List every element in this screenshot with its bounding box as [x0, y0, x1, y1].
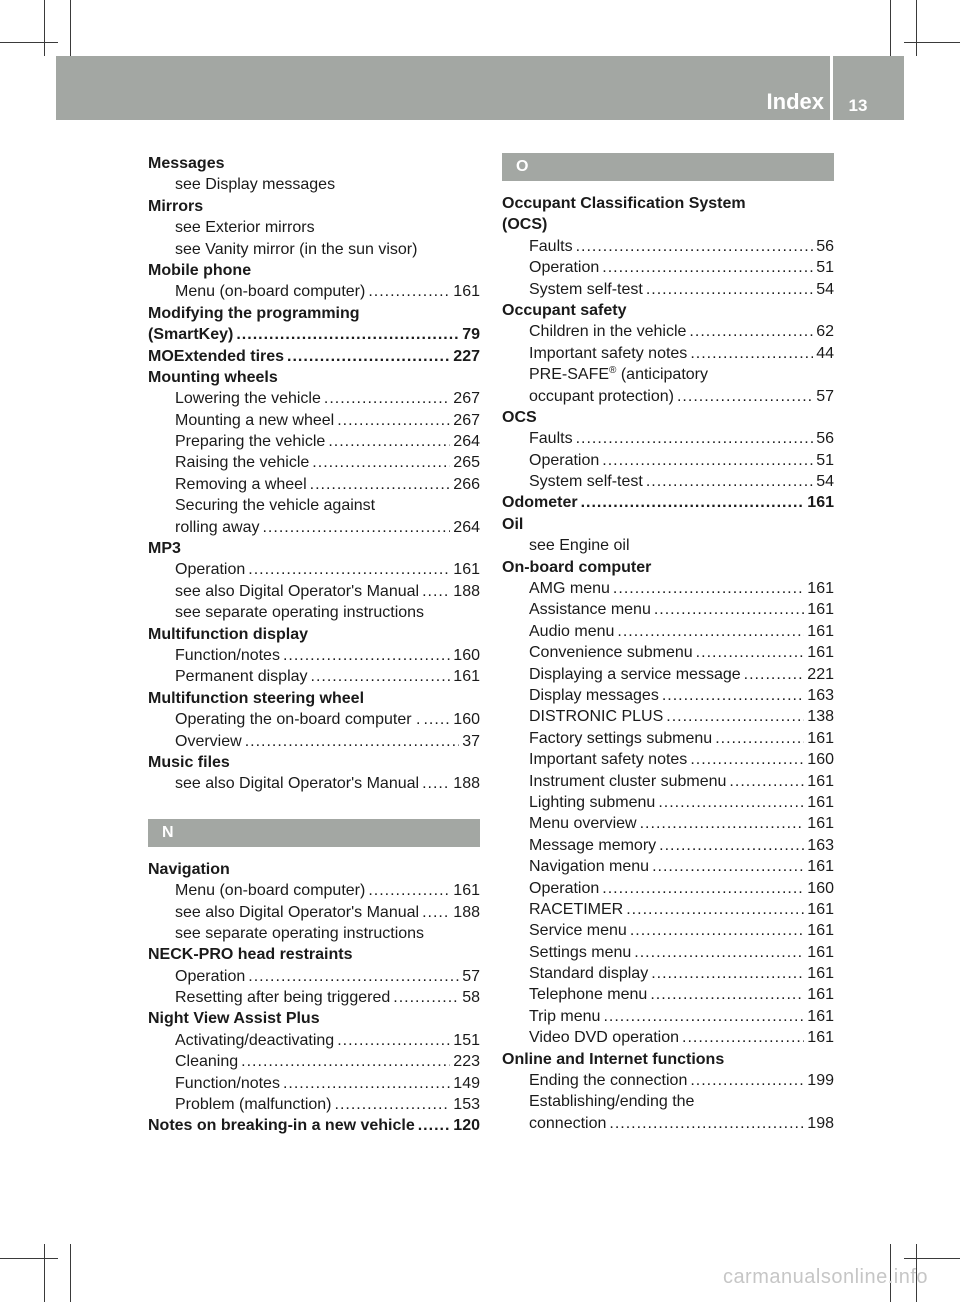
page-ref: 57 — [462, 967, 480, 985]
index-subentry-text: Mounting a new wheel — [175, 411, 335, 429]
page-ref: 161 — [453, 561, 480, 579]
dot-leader — [603, 1006, 804, 1027]
dot-leader — [617, 621, 804, 642]
crop-mark — [904, 42, 960, 43]
index-subentry-text: Operation — [529, 879, 600, 897]
index-subentry — [502, 813, 834, 834]
index-subentry-text: Menu overview — [529, 815, 637, 833]
index-term: Oil — [502, 515, 524, 533]
index-subentry: see separate operating instructions — [175, 604, 425, 622]
index-subentry-text: Factory settings submenu — [529, 729, 713, 747]
index-subentry — [502, 856, 834, 877]
dot-leader — [287, 346, 450, 367]
page-ref: 153 — [453, 1096, 480, 1114]
crop-mark — [70, 1244, 71, 1302]
index-subentry-text: Message memory — [529, 836, 657, 854]
index-term — [148, 324, 480, 345]
index-subentry-text: Trip menu — [529, 1007, 601, 1025]
index-subentry-text: Function/notes — [175, 646, 280, 664]
index-column-left — [148, 153, 480, 1137]
crop-mark — [44, 1244, 45, 1302]
page-ref: 161 — [807, 580, 834, 598]
index-subentry-text: Securing the vehicle against — [175, 497, 376, 515]
index-term — [502, 492, 834, 513]
index-subentry-text: Operation — [529, 259, 600, 277]
index-subentry-text: Permanent display — [175, 668, 308, 686]
dot-leader — [337, 1030, 450, 1051]
page-ref: 161 — [807, 900, 834, 918]
index-subentry-text: DISTRONIC PLUS — [529, 708, 664, 726]
index-subentry — [148, 709, 480, 730]
dot-leader — [744, 664, 805, 685]
index-term-text: (SmartKey) — [148, 326, 234, 344]
page-ref: 160 — [807, 751, 834, 769]
index-subentry — [502, 257, 834, 278]
index-term: Multifunction display — [148, 625, 308, 643]
index-subentry — [148, 666, 480, 687]
page-ref: 58 — [462, 989, 480, 1007]
dot-leader — [241, 1051, 450, 1072]
dot-leader — [248, 966, 459, 987]
page-ref: 163 — [807, 686, 834, 704]
page-ref: 161 — [807, 644, 834, 662]
page-ref: 264 — [453, 433, 480, 451]
index-subentry — [502, 471, 834, 492]
index-subentry — [502, 364, 834, 385]
dot-leader — [312, 452, 450, 473]
index-term: Messages — [148, 155, 225, 172]
dot-leader — [630, 920, 804, 941]
dot-leader — [729, 771, 804, 792]
dot-leader — [602, 257, 813, 278]
index-subentry — [148, 495, 480, 516]
dot-leader — [659, 835, 804, 856]
index-subentry — [502, 578, 834, 599]
index-subentry — [148, 581, 480, 602]
index-subentry-text: Function/notes — [175, 1074, 280, 1092]
dot-leader — [422, 902, 450, 923]
index-term-text: Odometer — [502, 494, 578, 512]
index-subentry-text: (anticipatory — [616, 366, 708, 384]
crop-mark — [0, 42, 58, 43]
page-ref: 265 — [453, 454, 480, 472]
page-ref: 264 — [453, 518, 480, 536]
dot-leader — [662, 685, 804, 706]
index-subentry-text: Removing a wheel — [175, 475, 307, 493]
dot-leader — [311, 666, 451, 687]
crop-mark — [44, 0, 45, 56]
index-subentry — [502, 920, 834, 941]
index-subentry — [148, 731, 480, 752]
index-subentry — [502, 1027, 834, 1048]
index-subentry-text: RACETIMER — [529, 900, 624, 918]
index-term: NECK-PRO head restraints — [148, 946, 353, 964]
page-ref: 161 — [807, 943, 834, 961]
index-subentry-text: Lowering the vehicle — [175, 390, 321, 408]
dot-leader — [690, 343, 813, 364]
letter-heading-n: N — [148, 819, 480, 847]
index-subentry — [148, 645, 480, 666]
index-subentry — [148, 431, 480, 452]
crop-mark — [70, 0, 71, 56]
crop-mark — [890, 0, 891, 56]
page-ref: 160 — [453, 646, 480, 664]
dot-leader — [335, 1094, 451, 1115]
page-ref: 120 — [453, 1117, 480, 1135]
page-ref: 161 — [807, 965, 834, 983]
index-subentry — [502, 343, 834, 364]
index-subentry — [502, 835, 834, 856]
index-subentry — [148, 1051, 480, 1072]
index-subentry-text: Service menu — [529, 922, 627, 940]
page-ref: 54 — [816, 280, 834, 298]
dot-leader — [613, 578, 804, 599]
index-subentry — [148, 388, 480, 409]
page-ref: 51 — [816, 259, 834, 277]
watermark: carmanualsonline.info — [722, 1266, 928, 1288]
index-column-right — [502, 153, 834, 1134]
dot-leader — [682, 1027, 804, 1048]
dot-leader — [422, 581, 450, 602]
page-ref: 57 — [816, 387, 834, 405]
dot-leader — [602, 878, 804, 899]
index-subentry — [502, 450, 834, 471]
index-subentry-text: see also Digital Operator's Manual — [175, 903, 420, 921]
index-subentry — [502, 1006, 834, 1027]
index-subentry-text: Ending the connection — [529, 1072, 688, 1090]
index-subentry — [502, 1091, 834, 1112]
dot-leader — [581, 492, 805, 513]
index-subentry-text: Settings menu — [529, 943, 632, 961]
dot-leader — [658, 792, 804, 813]
dot-leader — [262, 517, 450, 538]
crop-mark — [0, 1258, 58, 1259]
dot-leader — [328, 431, 450, 452]
index-subentry — [502, 642, 834, 663]
index-subentry-text: Preparing the vehicle — [175, 433, 326, 451]
crop-mark — [904, 1258, 960, 1259]
index-subentry-text: Cleaning — [175, 1053, 239, 1071]
index-subentry — [502, 599, 834, 620]
index-term: Mounting wheels — [148, 368, 278, 386]
index-subentry-text: connection — [529, 1114, 607, 1132]
index-subentry-text: Menu (on-board computer) — [175, 283, 366, 301]
index-subentry — [148, 517, 480, 538]
index-subentry — [148, 966, 480, 987]
index-subentry: see Engine oil — [529, 537, 630, 555]
dot-leader — [423, 709, 450, 730]
index-term: OCS — [502, 408, 537, 426]
index-subentry: see Exterior mirrors — [175, 219, 315, 237]
index-subentry — [502, 1070, 834, 1091]
index-subentry-text: Navigation menu — [529, 858, 650, 876]
index-subentry-text: Overview — [175, 732, 242, 750]
page-ref: 62 — [816, 323, 834, 341]
index-subentry — [148, 474, 480, 495]
dot-leader — [310, 474, 451, 495]
index-subentry-text: Resetting after being triggered — [175, 989, 391, 1007]
index-subentry-text: see also Digital Operator's Manual — [175, 582, 420, 600]
letter-heading-o: O — [502, 153, 834, 181]
registered-mark: ® — [609, 365, 617, 377]
page-ref: 44 — [816, 344, 834, 362]
index-subentry — [148, 773, 480, 794]
dot-leader — [652, 856, 804, 877]
dot-leader — [634, 942, 804, 963]
page-ref: 221 — [807, 665, 834, 683]
index-subentry-text: Display messages — [529, 686, 659, 704]
index-term: Night View Assist Plus — [148, 1010, 320, 1028]
dot-leader — [602, 450, 813, 471]
page-ref: 161 — [807, 729, 834, 747]
page-ref: 161 — [807, 494, 834, 512]
dot-leader — [690, 1070, 804, 1091]
index-subentry — [502, 749, 834, 770]
index-subentry-text: Video DVD operation — [529, 1029, 680, 1047]
index-subentry — [148, 1094, 480, 1115]
page-ref: 199 — [807, 1072, 834, 1090]
dot-leader — [715, 728, 804, 749]
index-subentry-text: Assistance menu — [529, 601, 651, 619]
page-ref: 161 — [807, 986, 834, 1004]
page-ref: 188 — [453, 903, 480, 921]
section-title: Index — [766, 89, 824, 114]
index-subentry-text: AMG menu — [529, 580, 610, 598]
index-subentry-text: Instrument cluster submenu — [529, 772, 727, 790]
index-subentry — [502, 963, 834, 984]
index-subentry-text: System self-test — [529, 280, 643, 298]
index-subentry — [502, 236, 834, 257]
dot-leader — [677, 386, 813, 407]
index-subentry — [148, 987, 480, 1008]
index-subentry-text: Important safety notes — [529, 344, 688, 362]
dot-leader — [626, 899, 804, 920]
index-subentry-text: Telephone menu — [529, 986, 648, 1004]
page-ref: 161 — [807, 622, 834, 640]
index-subentry-text: Audio menu — [529, 622, 615, 640]
dot-leader — [651, 963, 804, 984]
dot-leader — [689, 321, 813, 342]
dot-leader — [576, 428, 814, 449]
dot-leader — [283, 645, 450, 666]
index-subentry-text: Standard display — [529, 965, 649, 983]
index-subentry — [148, 1030, 480, 1051]
page-ref: 161 — [807, 922, 834, 940]
index-subentry-text: Children in the vehicle — [529, 323, 687, 341]
page-ref: 227 — [453, 347, 480, 365]
index-subentry-text: Faults — [529, 430, 573, 448]
index-subentry-text: Operating the on-board computer . — [175, 711, 421, 729]
page-ref: 160 — [453, 711, 480, 729]
index-subentry — [502, 1113, 834, 1134]
index-subentry — [148, 559, 480, 580]
dot-leader — [640, 813, 805, 834]
dot-leader — [393, 987, 459, 1008]
index-subentry-text: Convenience submenu — [529, 644, 693, 662]
index-subentry-text: Problem (malfunction) — [175, 1096, 332, 1114]
index-subentry — [148, 281, 480, 302]
index-subentry — [148, 1073, 480, 1094]
index-subentry: see separate operating instructions — [175, 924, 425, 942]
page-ref: 188 — [453, 582, 480, 600]
index-subentry-text: Lighting submenu — [529, 793, 656, 811]
page-ref: 188 — [453, 775, 480, 793]
dot-leader — [690, 749, 804, 770]
index-term: Mirrors — [148, 197, 204, 215]
dot-leader — [654, 599, 804, 620]
index-subentry-text: Raising the vehicle — [175, 454, 310, 472]
index-subentry-text: Displaying a service message — [529, 665, 741, 683]
index-subentry: see Vanity mirror (in the sun visor) — [175, 240, 418, 258]
index-subentry: see Display messages — [175, 176, 336, 194]
page-ref: 51 — [816, 451, 834, 469]
dot-leader — [283, 1073, 450, 1094]
page-ref: 161 — [807, 793, 834, 811]
page-ref: 163 — [807, 836, 834, 854]
index-subentry-text: Operation — [175, 561, 246, 579]
crop-mark — [916, 0, 917, 56]
page-ref: 138 — [807, 708, 834, 726]
page-ref: 149 — [453, 1074, 480, 1092]
index-subentry-text: see also Digital Operator's Manual — [175, 775, 420, 793]
page-ref: 161 — [453, 882, 480, 900]
index-subentry — [148, 410, 480, 431]
page-ref: 160 — [807, 879, 834, 897]
index-subentry — [502, 899, 834, 920]
index-subentry-text: Faults — [529, 237, 573, 255]
dot-leader — [236, 324, 459, 345]
index-subentry — [502, 685, 834, 706]
index-term: Occupant safety — [502, 301, 627, 319]
index-subentry-text: occupant protection) — [529, 387, 674, 405]
index-term: Navigation — [148, 860, 230, 878]
index-term: Online and Internet functions — [502, 1050, 725, 1068]
index-term — [148, 1115, 480, 1136]
index-subentry — [502, 878, 834, 899]
dot-leader — [696, 642, 805, 663]
page-ref: 79 — [462, 326, 480, 344]
page-ref: 161 — [807, 772, 834, 790]
dot-leader — [418, 1115, 451, 1136]
dot-leader — [248, 559, 450, 580]
index-term-text: MOExtended tires — [148, 347, 285, 365]
index-subentry-text: System self-test — [529, 473, 643, 491]
page-ref: 161 — [453, 283, 480, 301]
index-subentry-text: Operation — [529, 451, 600, 469]
index-term: On-board computer — [502, 558, 652, 576]
dot-leader — [666, 706, 804, 727]
dot-leader — [368, 281, 450, 302]
page-ref: 198 — [807, 1114, 834, 1132]
page-ref: 161 — [807, 601, 834, 619]
dot-leader — [337, 410, 450, 431]
index-subentry-text: Activating/deactivating — [175, 1031, 335, 1049]
index-subentry — [502, 621, 834, 642]
index-subentry-text: Operation — [175, 967, 246, 985]
index-subentry — [502, 792, 834, 813]
page-number: 13 — [848, 96, 868, 115]
dot-leader — [650, 984, 804, 1005]
index-term: Mobile phone — [148, 261, 252, 279]
page-ref: 161 — [807, 858, 834, 876]
page-ref: 161 — [807, 1007, 834, 1025]
page-ref: 267 — [453, 411, 480, 429]
page-ref: 223 — [453, 1053, 480, 1071]
page-ref: 161 — [453, 668, 480, 686]
index-subentry — [502, 984, 834, 1005]
section-spacer — [148, 795, 480, 819]
index-term: Multifunction steering wheel — [148, 689, 365, 707]
index-term: Modifying the programming — [148, 304, 360, 322]
index-subentry-text: Establishing/ending the — [529, 1093, 695, 1111]
dot-leader — [646, 471, 813, 492]
index-subentry — [502, 664, 834, 685]
index-term: MP3 — [148, 540, 181, 558]
index-subentry — [502, 706, 834, 727]
index-term: Music files — [148, 753, 230, 771]
index-subentry — [502, 428, 834, 449]
page-ref: 37 — [462, 732, 480, 750]
index-subentry-text: rolling away — [175, 518, 260, 536]
index-subentry — [502, 728, 834, 749]
index-subentry — [502, 386, 834, 407]
page-ref: 56 — [816, 237, 834, 255]
index-subentry — [502, 279, 834, 300]
index-subentry — [148, 452, 480, 473]
page-ref: 54 — [816, 473, 834, 491]
index-term — [148, 346, 480, 367]
index-subentry — [502, 942, 834, 963]
index-subentry — [502, 771, 834, 792]
index-subentry-text: PRE-SAFE — [529, 366, 610, 384]
index-subentry — [148, 880, 480, 901]
index-subentry — [502, 321, 834, 342]
header-separator — [830, 56, 833, 120]
dot-leader — [324, 388, 450, 409]
index-subentry-text: Menu (on-board computer) — [175, 882, 366, 900]
page-ref: 161 — [807, 815, 834, 833]
page-ref: 266 — [453, 475, 480, 493]
page-ref: 56 — [816, 430, 834, 448]
index-term: Occupant Classification System — [502, 195, 746, 212]
index-subentry-text: Important safety notes — [529, 751, 688, 769]
dot-leader — [368, 880, 450, 901]
dot-leader — [245, 731, 460, 752]
index-term-text: Notes on breaking-in a new vehicle — [148, 1117, 415, 1135]
page-ref: 267 — [453, 390, 480, 408]
page-ref: 161 — [807, 1029, 834, 1047]
page-ref: 151 — [453, 1031, 480, 1049]
index-term: (OCS) — [502, 216, 548, 234]
dot-leader — [422, 773, 450, 794]
dot-leader — [646, 279, 813, 300]
index-subentry — [148, 902, 480, 923]
dot-leader — [576, 236, 814, 257]
dot-leader — [609, 1113, 804, 1134]
